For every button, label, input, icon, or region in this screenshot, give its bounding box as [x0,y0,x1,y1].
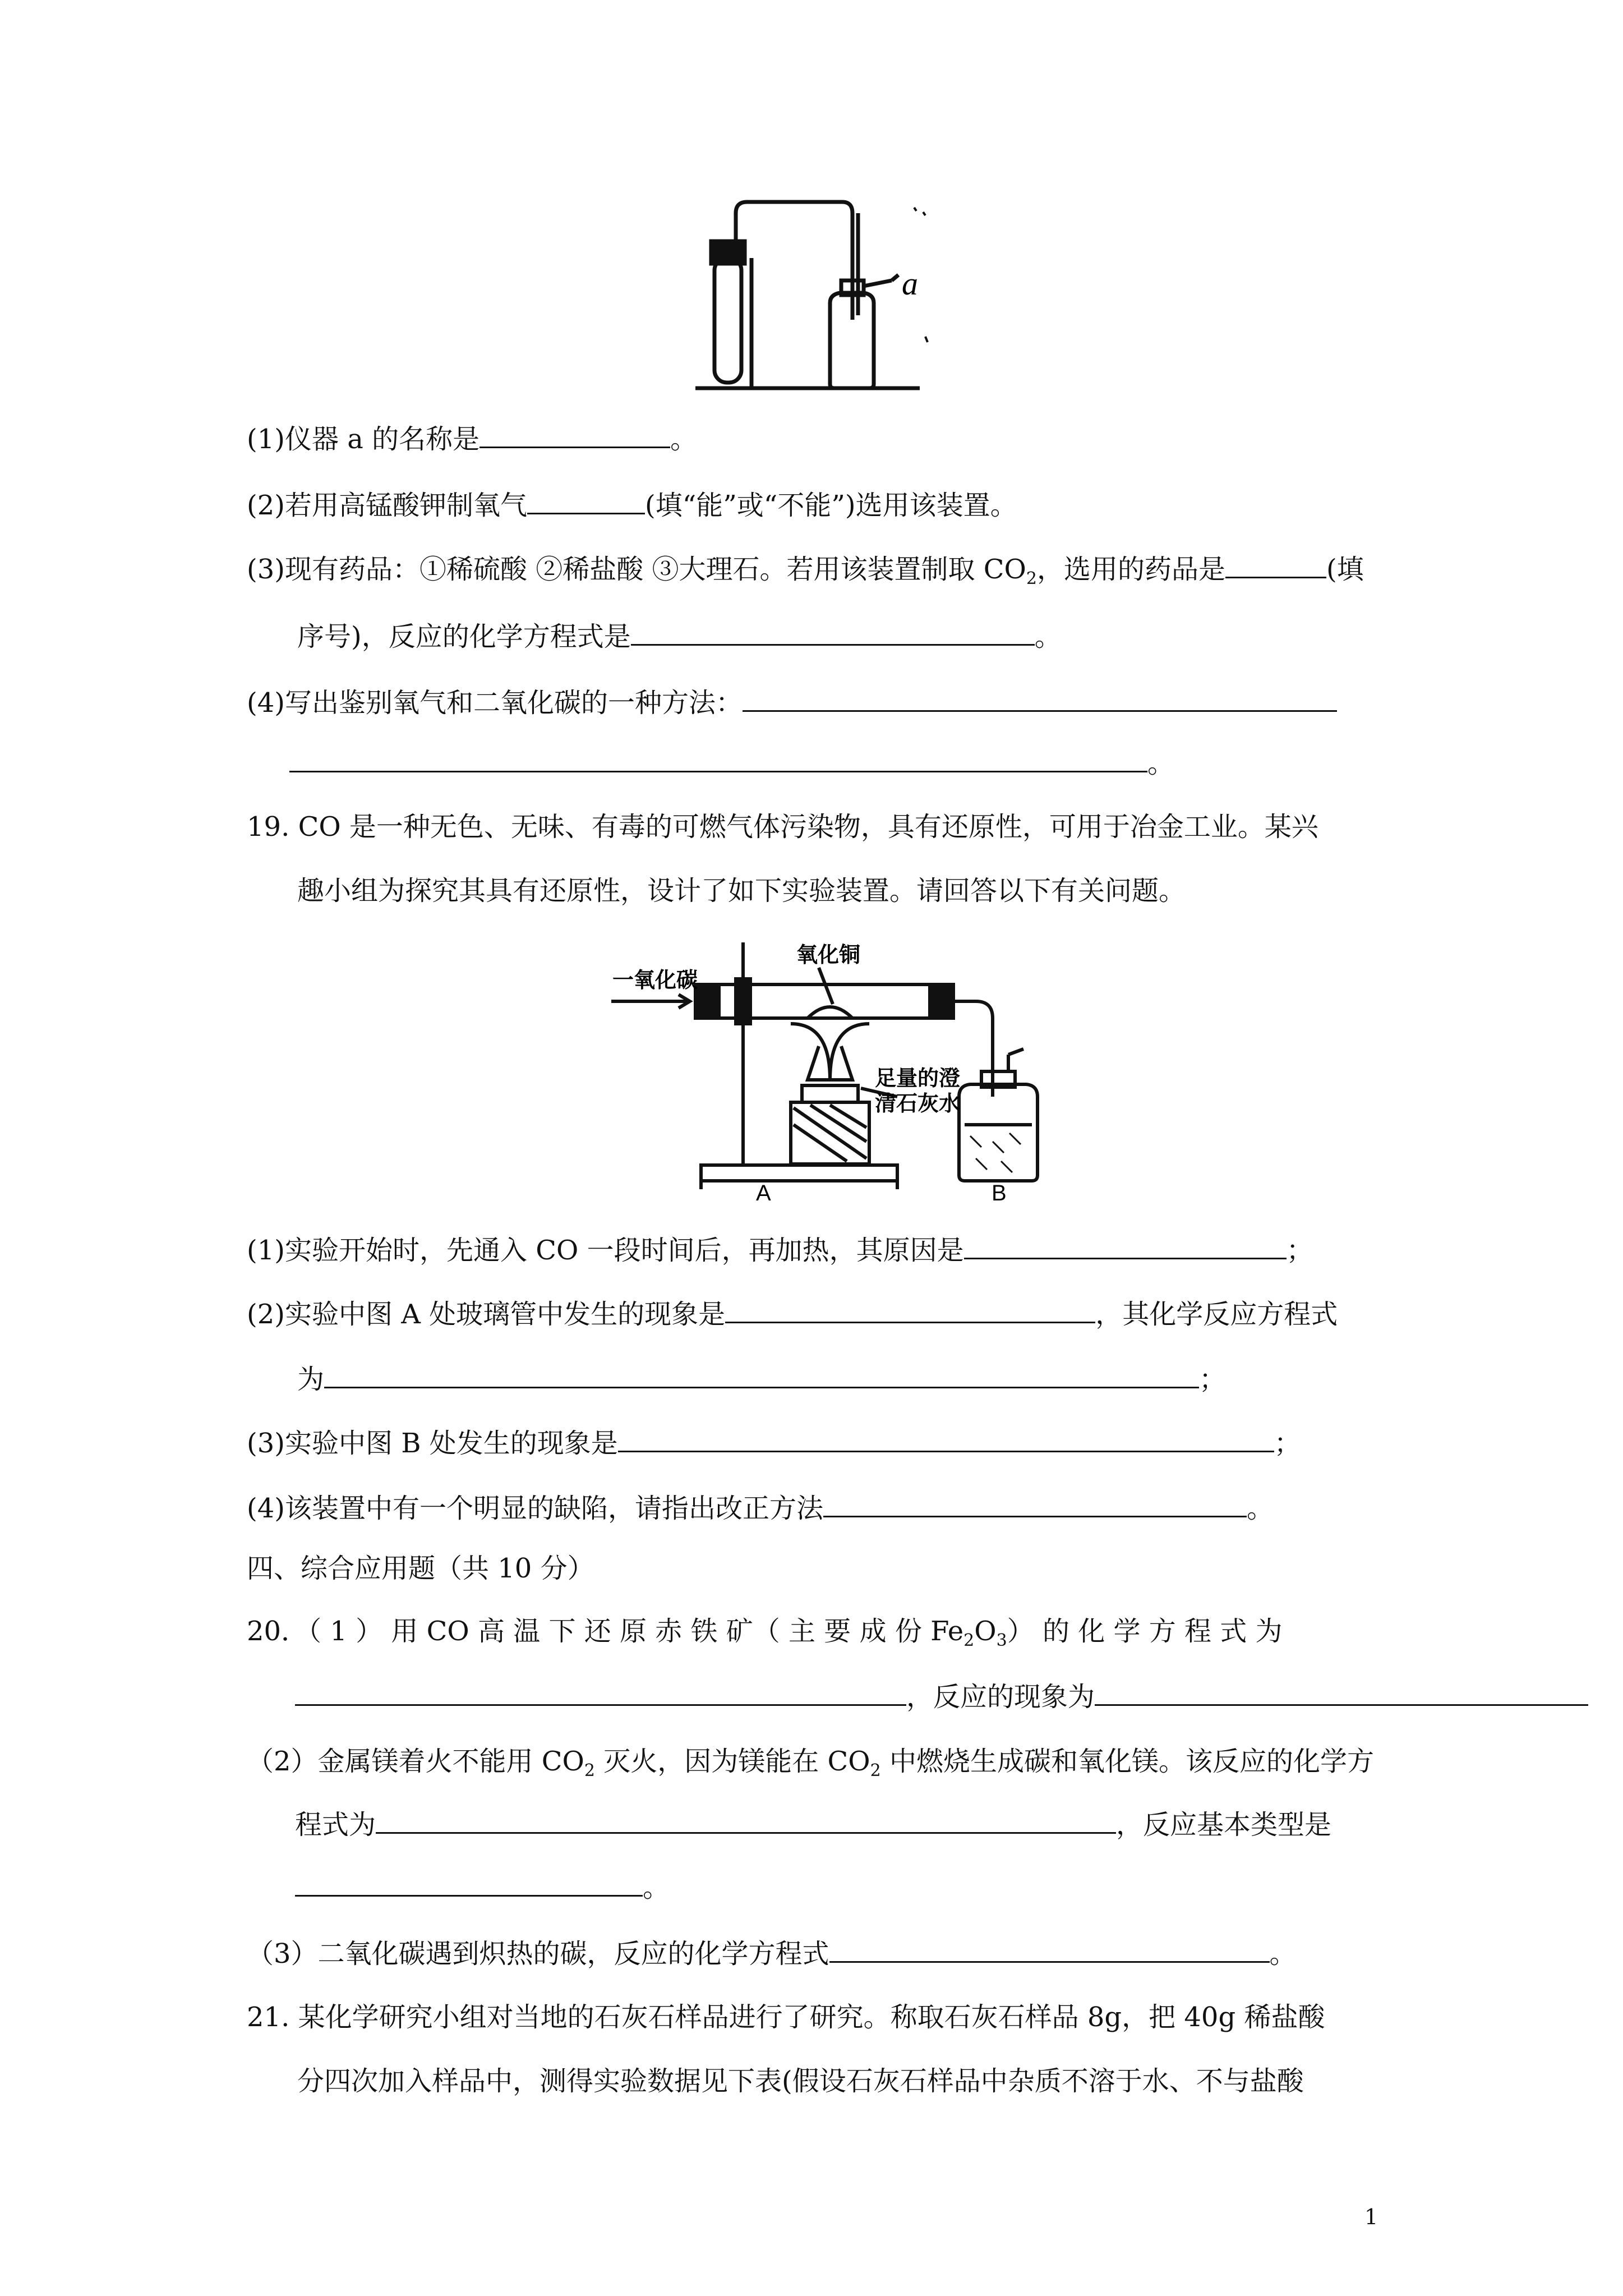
label-B: B [992,1181,1007,1203]
copper-oxide-label: 氧化铜 [796,942,861,967]
answer-blank[interactable] [1095,1680,1588,1706]
q19-part2-line1: (2)实验中图 A 处玻璃管中发生的现象是 ，其化学反应方程式 [247,1297,1338,1331]
q19-part3: (3)实验中图 B 处发生的现象是 ； [247,1426,1301,1460]
q20-part3: （3）二氧化碳遇到炽热的碳，反应的化学方程式 。 [247,1936,1297,1971]
q18-part1: (1)仪器 a 的名称是 。 [247,422,697,456]
q20-part2-line3: 。 [295,1870,670,1904]
q21-line2: 分四次加入样品中，测得实验数据见下表(假设石灰石样品中杂质不溶于水、不与盐酸 [297,2065,1304,2097]
answer-blank[interactable] [527,488,645,514]
q20-part1-line2: ，反应的现象为 [295,1680,1588,1714]
answer-blank[interactable] [964,1233,1287,1259]
label-A: A [756,1181,771,1203]
q19-intro-line2: 趣小组为探究其具有还原性，设计了如下实验装置。请回答以下有关问题。 [297,875,1186,907]
q18-part4-line2: 。 [289,746,1174,780]
q20-part1-line1: 20．（ 1 ） 用 CO 高 温 下 还 原 赤 铁 矿（ 主 要 成 份 $Fe_2O_3$） 的 化 学 方 程 式 为 [247,1616,1283,1650]
q18-part4-line1: (4)写出鉴别氧气和二氧化碳的一种方法： [247,685,1337,720]
page-number: 1 [1364,2205,1378,2229]
answer-blank[interactable] [289,746,1147,772]
answer-blank[interactable] [743,685,1337,712]
limewater-label-line1: 足量的澄 [875,1066,961,1091]
gas-generation-apparatus-figure [690,191,948,398]
answer-blank[interactable] [376,1807,1116,1834]
q19-part4: (4)该装置中有一个明显的缺陷，请指出改正方法 。 [247,1491,1274,1525]
answer-blank[interactable] [324,1362,1199,1388]
co-inlet-label: 一氧化碳 [612,968,698,992]
answer-blank[interactable] [823,1491,1247,1517]
q19-part1: (1)实验开始时，先通入 CO 一段时间后，再加热，其原因是 ； [247,1233,1313,1267]
co-reduction-apparatus-figure [606,934,1066,1203]
limewater-label-line2: 清石灰水 [875,1091,961,1116]
q20-part2-line1: （2）金属镁着火不能用 $CO_2$ 灭火，因为镁能在 $CO_2$ 中燃烧生成碳和氧化镁。该反应的化学方 [247,1746,1374,1780]
answer-blank[interactable] [295,1870,643,1897]
section-heading: 四、综合应用题（共 10 分） [247,1553,594,1584]
q19-intro-line1: 19. CO 是一种无色、无味、有毒的可燃气体污染物，具有还原性，可用于冶金工业。某兴 [247,811,1318,843]
q21-line1: 21. 某化学研究小组对当地的石灰石样品进行了研究。称取石灰石样品 8g，把 40g 稀盐酸 [247,2001,1325,2033]
answer-blank[interactable] [295,1680,906,1706]
q18-part3-line1: (3)现有药品：①稀硫酸 ②稀盐酸 ③大理石。若用该装置制取 $CO_2$，选用的药品是 (填 [247,552,1364,596]
answer-blank[interactable] [618,1426,1274,1452]
q18-part3-line2: 序号)，反应的化学方程式是 。 [297,619,1062,654]
answer-blank[interactable] [1225,552,1326,578]
answer-blank[interactable] [829,1936,1270,1963]
answer-blank[interactable] [725,1297,1095,1323]
label-a: a [902,265,918,302]
q20-part2-line2: 程式为 ，反应基本类型是 [295,1807,1331,1842]
q19-part2-line2: 为 ； [297,1362,1226,1396]
answer-blank[interactable] [631,619,1035,646]
q18-part2: (2)若用高锰酸钾制氧气 (填“能”或“不能”)选用该装置。 [247,488,1017,522]
answer-blank[interactable] [479,422,670,448]
